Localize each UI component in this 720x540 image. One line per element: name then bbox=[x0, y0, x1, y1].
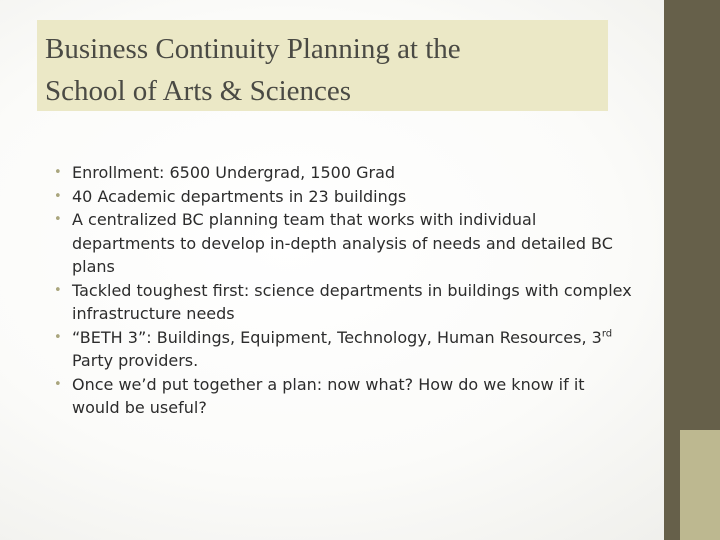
slide-title-line-2: School of Arts & Sciences bbox=[45, 75, 352, 107]
bullet-text-part-2: Party providers. bbox=[72, 351, 199, 370]
bullet-superscript: rd bbox=[601, 328, 613, 340]
bullet-text: A centralized BC planning team that works with individual departments to develop in-depth analysis of needs and detailed BC plans bbox=[72, 210, 613, 276]
side-accent-block bbox=[680, 430, 720, 540]
bullet-text: Once we’d put together a plan: now what? How do we know if it would be useful? bbox=[72, 374, 585, 417]
bullet-text: 40 Academic departments in 23 buildings bbox=[72, 186, 407, 206]
bullet-item-toughest-first bbox=[54, 279, 634, 326]
bullet-item-now-what bbox=[54, 373, 634, 420]
bullet-item-departments bbox=[54, 185, 634, 209]
bullet-item-enrollment bbox=[54, 161, 634, 185]
bullet-icon: • bbox=[54, 282, 62, 298]
bullet-list bbox=[54, 161, 634, 420]
bullet-icon: • bbox=[54, 165, 62, 180]
slide-title bbox=[45, 28, 600, 112]
slide-title-line-1: Business Continuity Planning at the bbox=[45, 33, 461, 65]
bullet-item-beth3 bbox=[54, 326, 634, 373]
bullet-icon: • bbox=[54, 212, 62, 227]
bullet-text-part-1: “BETH 3”: Buildings, Equipment, Technology, Human Resources, 3 bbox=[72, 327, 602, 347]
bullet-text: Tackled toughest first: science departments in buildings with complex infrastructure needs bbox=[72, 280, 632, 323]
bullet-icon: • bbox=[54, 188, 62, 204]
bullet-icon: • bbox=[54, 329, 62, 345]
bullet-item-bc-team bbox=[54, 208, 634, 279]
title-band bbox=[37, 20, 608, 111]
bullet-icon: • bbox=[54, 376, 62, 392]
bullet-text: Enrollment: 6500 Undergrad, 1500 Grad bbox=[72, 163, 396, 182]
